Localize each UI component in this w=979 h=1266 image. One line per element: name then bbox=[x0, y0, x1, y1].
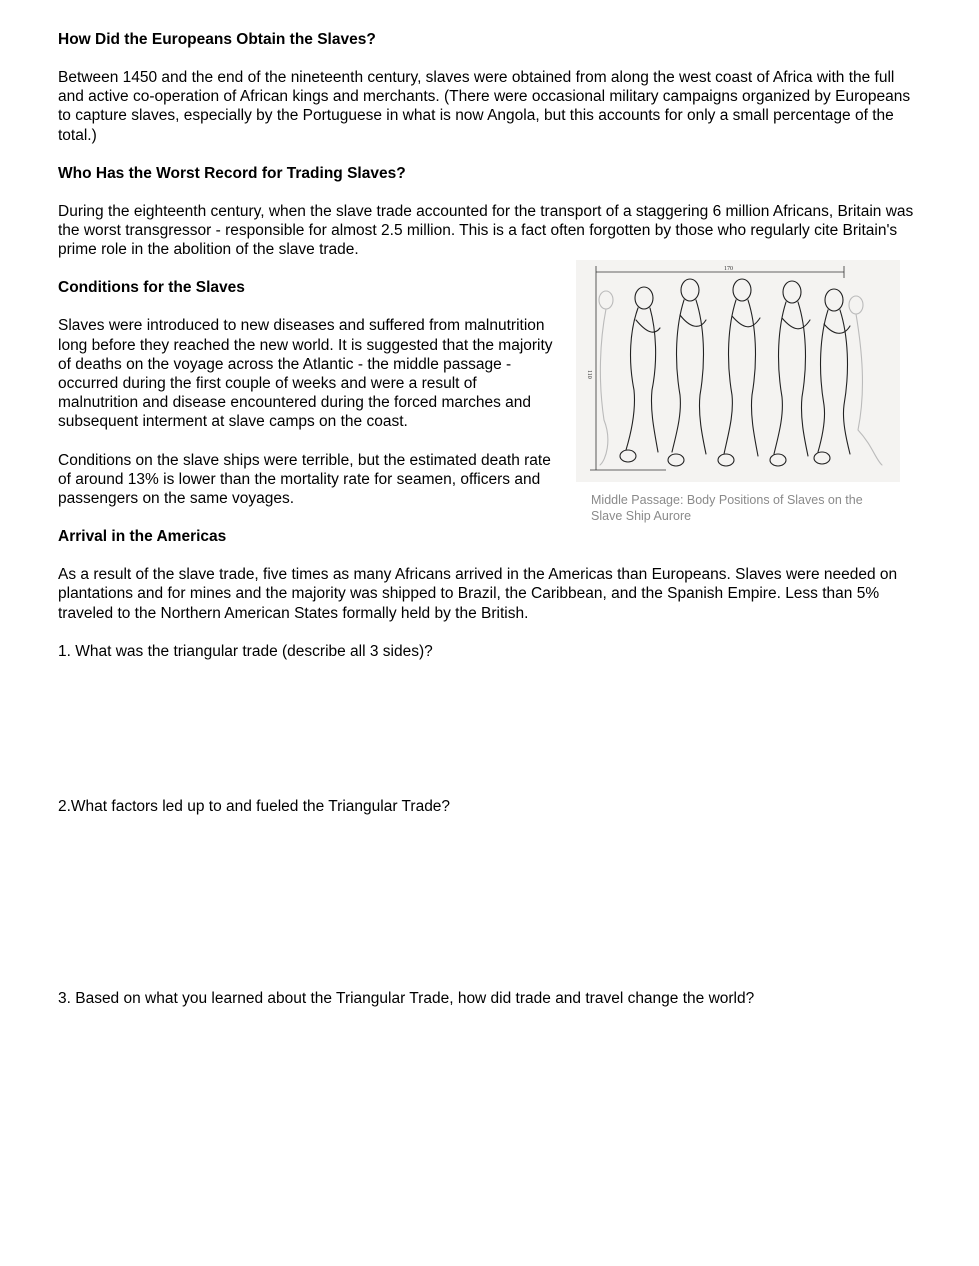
figure-caption: Middle Passage: Body Positions of Slaves on the Slave Ship Aurore bbox=[591, 493, 863, 523]
slave-ship-illustration bbox=[576, 260, 900, 482]
heading-worst-record: Who Has the Worst Record for Trading Slaves? bbox=[58, 164, 406, 182]
figure-slave-ship bbox=[576, 260, 900, 524]
heading-arrival: Arrival in the Americas bbox=[58, 528, 227, 546]
paragraph-arrival: As a result of the slave trade, five times as many Africans arrived in the Americas than Europeans. Slaves were needed on plantations and for mines and the majority was shipped to Brazil, the Caribbean, and the Spanish Empire. Less than 5% traveled to the Northern American States formally held by the British. bbox=[58, 566, 898, 622]
paragraph-conditions-2: Conditions on the slave ships were terrible, but the estimated death rate of around 13% is lower than the mortality rate for seamen, officers and passengers on the same voyages. bbox=[58, 451, 551, 508]
dimension-top: 170 bbox=[724, 266, 733, 272]
question-1: 1. What was the triangular trade (describe all 3 sides)? bbox=[58, 642, 433, 660]
paragraph-conditions-1: Slaves were introduced to new diseases and suffered from malnutrition long before they reached the new world. It is suggested that the majority of deaths on the voyage across the Atlantic - the middle passage - occurred during the first couple of weeks and were a result of malnutrition and disease encountered during the forced marches and subsequent interment at slave camps on the coast. bbox=[58, 317, 553, 431]
heading-conditions: Conditions for the Slaves bbox=[58, 279, 245, 297]
question-2: 2.What factors led up to and fueled the Triangular Trade? bbox=[58, 798, 451, 815]
body-positions-drawing bbox=[576, 260, 900, 482]
paragraph-worst-record: During the eighteenth century, when the slave trade accounted for the transport of a staggering 6 million Africans, Britain was the worst transgressor - responsible for almost 2.5 million. This is a fact often forgotten by those who regularly cite Britain's prime role in the abolition of the slave trade. bbox=[58, 202, 914, 259]
heading-obtain: How Did the Europeans Obtain the Slaves? bbox=[58, 31, 376, 48]
question-3: 3. Based on what you learned about the Triangular Trade, how did trade and travel change the world? bbox=[58, 990, 755, 1007]
paragraph-obtain: Between 1450 and the end of the nineteenth century, slaves were obtained from along the west coast of Africa with the full and active co-operation of African kings and merchants. (There were occasional military campaigns organized by Europeans to capture slaves, especially by the Portuguese in what is now Angola, but this accounts for only a small percentage of the total.) bbox=[58, 69, 911, 144]
dimension-side: 110 bbox=[586, 370, 592, 379]
